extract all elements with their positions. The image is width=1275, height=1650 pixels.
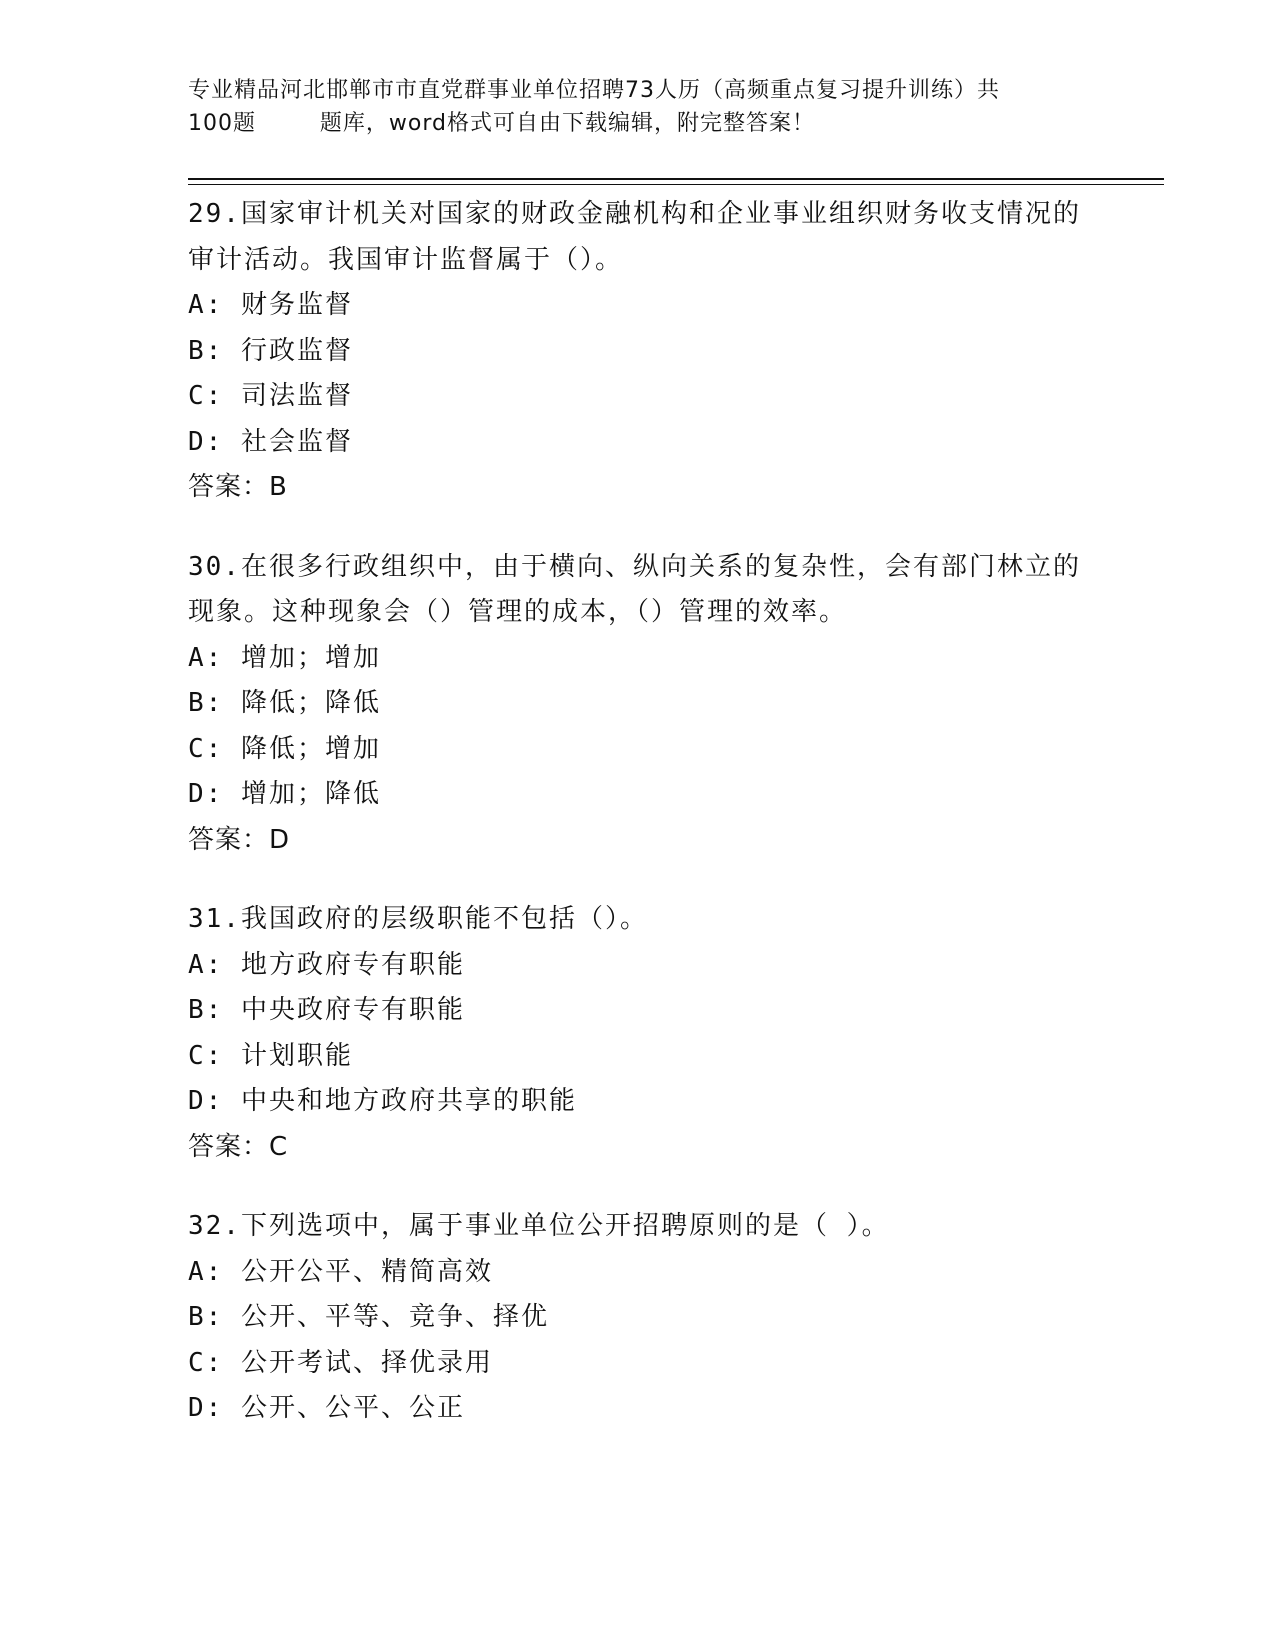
answer-line: 答案：D — [188, 824, 291, 855]
question-list — [188, 192, 1088, 1466]
option-a: A: 公开公平、精简高效 — [188, 1256, 493, 1287]
option-d: D: 增加；降低 — [188, 779, 381, 809]
question-32 — [188, 1204, 1088, 1432]
option-d: D: 公开、公平、公正 — [188, 1393, 465, 1423]
document-header — [188, 74, 1088, 140]
option-d: D: 中央和地方政府共享的职能 — [188, 1086, 577, 1116]
answer-line: 答案：B — [188, 472, 288, 502]
header-title-line-1: 专业精品河北邯郸市市直党群事业单位招聘73人历（高频重点复习提升训练）共 — [188, 78, 1000, 103]
question-29 — [188, 192, 1088, 511]
option-d: D: 社会监督 — [188, 426, 353, 457]
option-a: A: 增加；增加 — [188, 642, 381, 673]
option-b: B: 中央政府专有职能 — [188, 995, 465, 1025]
question-30 — [188, 545, 1088, 864]
option-c: C: 降低；增加 — [188, 733, 381, 764]
header-divider-thick — [188, 178, 1164, 180]
answer-line: 答案：C — [188, 1131, 289, 1162]
question-stem: 31.我国政府的层级职能不包括（）。 — [188, 904, 648, 934]
question-stem: 32.下列选项中，属于事业单位公开招聘原则的是（ ）。 — [188, 1211, 890, 1241]
option-b: B: 行政监督 — [188, 335, 353, 366]
header-divider-thin — [188, 184, 1164, 185]
option-a: A: 地方政府专有职能 — [188, 949, 465, 980]
option-a: A: 财务监督 — [188, 290, 353, 320]
question-stem: 29.国家审计机关对国家的财政金融机构和企业事业组织财务收支情况的审计活动。我国审计监督属于（）。 — [188, 199, 1081, 275]
option-c: C: 计划职能 — [188, 1040, 353, 1071]
question-stem: 30.在很多行政组织中，由于横向、纵向关系的复杂性，会有部门林立的现象。这种现象会（）管理的成本，（）管理的效率。 — [188, 551, 1081, 627]
question-31 — [188, 897, 1088, 1170]
option-b: B: 降低；降低 — [188, 688, 381, 718]
option-c: C: 司法监督 — [188, 381, 353, 411]
option-b: B: 公开、平等、竞争、择优 — [188, 1302, 549, 1332]
option-c: C: 公开考试、择优录用 — [188, 1347, 493, 1378]
header-title-line-2: 100题 题库，word格式可自由下载编辑，附完整答案！ — [188, 111, 816, 136]
